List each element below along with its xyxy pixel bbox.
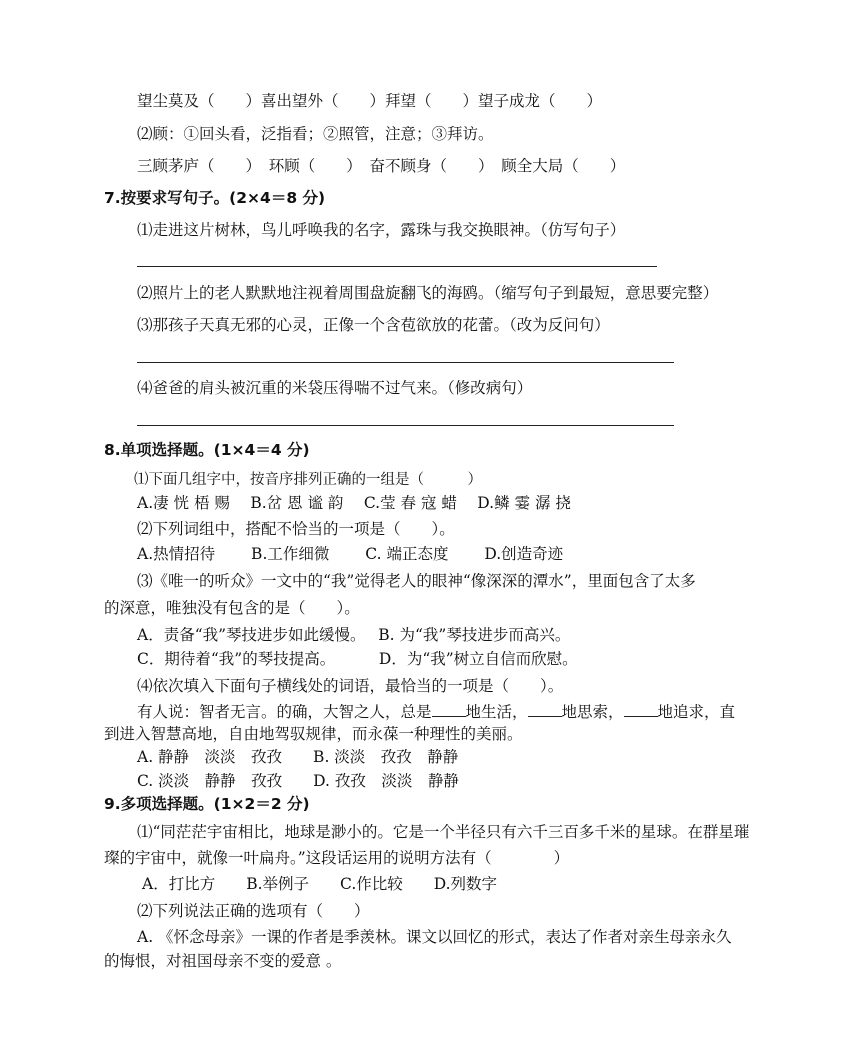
fill-blank-3[interactable]: [624, 701, 658, 717]
q6-line-wang: 望尘莫及（ ）喜出望外（ ）拜望（ ）望子成龙（ ）: [137, 92, 603, 110]
q8-part4-options-ab: A. 静静 淡淡 孜孜 B. 淡淡 孜孜 静静: [137, 748, 459, 766]
q8-part4-question: ⑷依次填入下面句子横线处的词语，最恰当的一项是（ ）。: [137, 677, 564, 695]
q9-part2-option-a-cont: 的悔恨，对祖国母亲不变的爱意 。: [104, 952, 342, 970]
q8-part3-question: ⑶《唯一的听众》一文中的“我”觉得老人的眼神“像深深的潭水”，里面包含了太多: [137, 572, 696, 590]
q9-part2-question: ⑵下列说法正确的选项有（ ）: [137, 902, 370, 920]
fill-blank-2[interactable]: [528, 701, 562, 717]
q6-gu-definition: ⑵顾：①回头看，泛指看；②照管，注意；③拜访。: [137, 125, 494, 143]
q8-part4-text-1: 有人说：智者无言。的确，大智之人，总是: [137, 703, 432, 721]
q7-sentence-3: ⑶那孩子天真无邪的心灵，正像一个含苞欲放的花蕾。（改为反问句）: [137, 316, 610, 334]
q9-part1-options: A．打比方 B.举例子 C.作比较 D.列数字: [142, 875, 498, 893]
q8-part4-text-2: 地生活，: [465, 703, 528, 721]
q7-answer-line-4[interactable]: [137, 425, 674, 426]
q7-heading: 7.按要求写句子。(2×4＝8 分): [104, 189, 326, 207]
q8-part3-options-cd: C．期待着“我”的琴技提高。 D．为“我”树立自信而欣慰。: [137, 650, 578, 668]
fill-blank-1[interactable]: [432, 701, 466, 717]
q8-part1-options: A.凄 恍 梧 赐 B.岔 恩 谧 韵 C.莹 春 寇 蜡 D.鳞 霎 潺 挠: [137, 494, 571, 512]
q8-part4-options-cd: C. 淡淡 静静 孜孜 D. 孜孜 淡淡 静静: [137, 772, 459, 790]
q8-heading: 8.单项选择题。(1×4＝4 分): [104, 441, 310, 459]
q9-heading: 9.多项选择题。(1×2＝2 分): [104, 795, 310, 813]
q7-sentence-2: ⑵照片上的老人默默地注视着周围盘旋翻飞的海鸥。（缩写句子到最短，意思要完整）: [137, 284, 719, 302]
q8-part4-text-4: 地追求，直: [657, 703, 736, 721]
q8-part4-text-3: 地思索，: [561, 703, 624, 721]
q7-sentence-4: ⑷爸爸的肩头被沉重的米袋压得喘不过气来。（修改病句）: [137, 379, 533, 397]
q6-line-gu: 三顾茅庐（ ） 环顾（ ） 奋不顾身（ ） 顾全大局（ ）: [137, 157, 626, 175]
q8-part3-question-cont: 的深意，唯独没有包含的是（ ）。: [104, 599, 360, 617]
q8-part3-options-ab: A．责备“我”琴技进步如此缓慢。 B. 为“我”琴技进步而高兴。: [137, 626, 571, 644]
q8-part2-question: ⑵下列词组中，搭配不恰当的一项是（ ）。: [137, 520, 455, 538]
q9-part2-option-a: A. 《怀念母亲》一课的作者是季羡林。课文以回忆的形式，表达了作者对亲生母亲永久: [137, 928, 732, 946]
q9-part1-question-cont: 璨的宇宙中，就像一叶扁舟。”这段话运用的说明方法有（ ）: [104, 849, 570, 867]
q8-part4-sentence: [137, 701, 735, 723]
q8-part2-options: A.热情招待 B.工作细微 C. 端正态度 D.创造奇迹: [137, 545, 564, 563]
q7-answer-line-1[interactable]: [137, 266, 657, 267]
q9-part1-question: ⑴“同茫茫宇宙相比，地球是渺小的。它是一个半径只有六千三百多千米的星球。在群星璀: [137, 823, 750, 841]
q7-sentence-1: ⑴走进这片树林，鸟儿呼唤我的名字，露珠与我交换眼神。（仿写句子）: [137, 221, 626, 239]
q8-part1-question: ⑴下面几组字中，按音序排列正确的一组是（ ）: [134, 472, 482, 488]
q7-answer-line-3[interactable]: [137, 362, 674, 363]
q8-part4-sentence-cont: 到进入智慧高地，自由地驾驭规律，而永葆一种理性的美丽。: [104, 725, 523, 743]
